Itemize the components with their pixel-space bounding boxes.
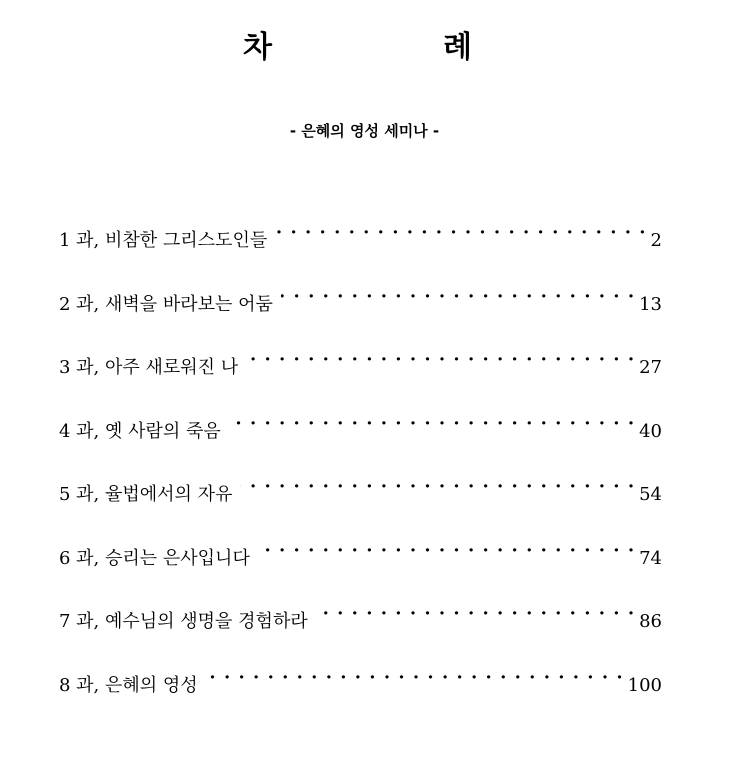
toc-entry-3 bbox=[59, 347, 662, 411]
toc-entry-4 bbox=[59, 411, 662, 475]
toc-entry-label: 8 과, 은혜의 영성 bbox=[59, 674, 198, 696]
dot-leader bbox=[240, 474, 635, 500]
toc-entry-6 bbox=[59, 538, 662, 602]
toc-entry-page: 54 bbox=[639, 484, 662, 505]
dot-leader bbox=[281, 284, 635, 310]
toc-entry-label: 2 과, 새벽을 바라보는 어둠 bbox=[59, 293, 273, 315]
toc-entry-label: 4 과, 옛 사람의 죽음 bbox=[59, 420, 221, 442]
title-char-2: 례 bbox=[443, 30, 472, 65]
dot-leader bbox=[229, 411, 635, 437]
dot-leader bbox=[258, 538, 635, 564]
dot-leader bbox=[206, 665, 624, 691]
toc-entry-page: 74 bbox=[639, 547, 662, 569]
toc-entry-page: 2 bbox=[650, 230, 662, 251]
toc-entry-7 bbox=[59, 601, 662, 665]
toc-entry-5 bbox=[59, 474, 662, 538]
toc-entry-label: 1 과, 비참한 그리스도인들 bbox=[59, 230, 268, 251]
toc-entry-label: 5 과, 율법에서의 자유 bbox=[59, 484, 233, 505]
title-char-1: 차 bbox=[243, 30, 272, 65]
subtitle: - 은혜의 영성 세미나 - bbox=[289, 122, 440, 140]
toc-entry-label: 6 과, 승리는 은사입니다 bbox=[59, 547, 250, 569]
toc-entry-page: 100 bbox=[627, 674, 662, 696]
toc-entry-page: 27 bbox=[639, 357, 662, 378]
toc-entry-label: 7 과, 예수님의 생명을 경험하라 bbox=[59, 611, 308, 632]
dot-leader bbox=[246, 347, 635, 373]
toc-entry-label: 3 과, 아주 새로워진 나 bbox=[59, 357, 239, 378]
toc-entry-page: 86 bbox=[639, 611, 662, 632]
table-of-contents bbox=[59, 220, 662, 728]
dot-leader bbox=[275, 220, 646, 246]
dot-leader bbox=[316, 601, 635, 627]
toc-entry-page: 40 bbox=[639, 420, 662, 442]
toc-entry-2 bbox=[59, 284, 662, 348]
toc-entry-8 bbox=[59, 665, 662, 729]
toc-entry-page: 13 bbox=[639, 293, 662, 315]
toc-entry-1 bbox=[59, 220, 662, 284]
page-title bbox=[0, 28, 729, 68]
